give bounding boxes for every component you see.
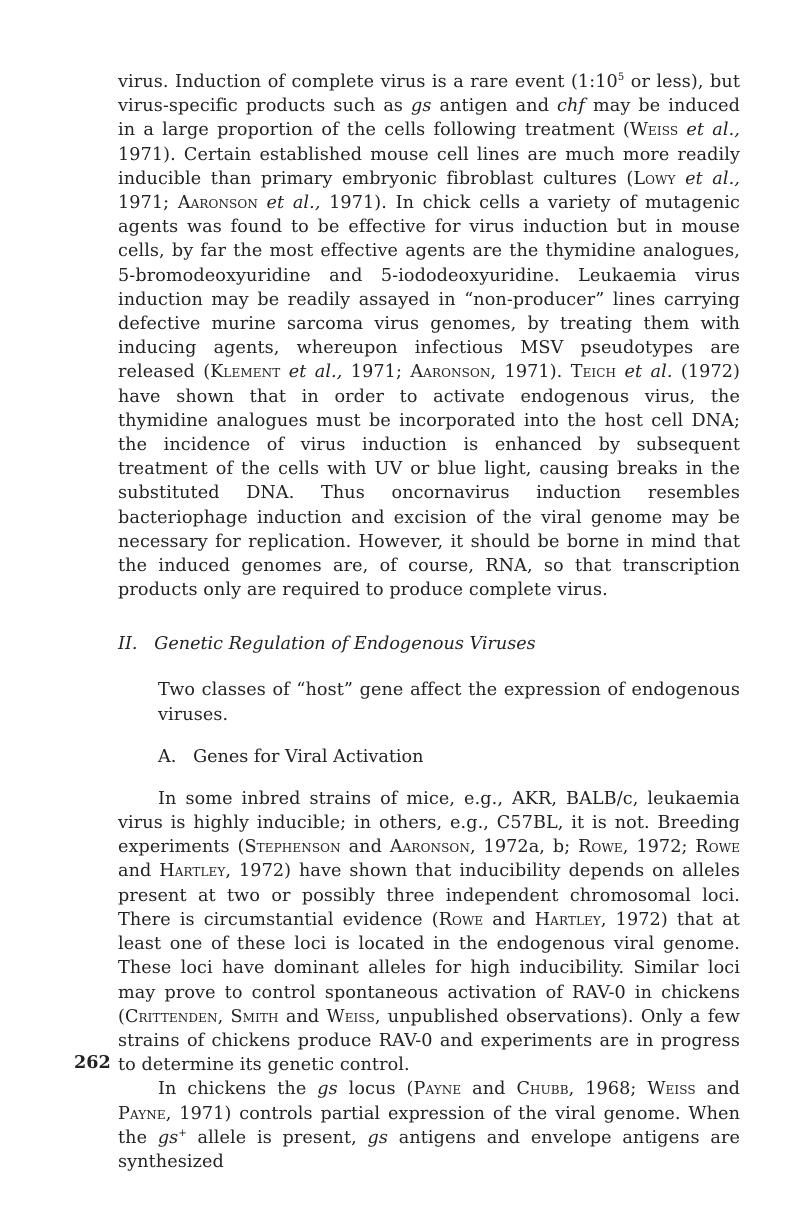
section-heading: II. Genetic Regulation of Endogenous Viruses: [118, 634, 536, 655]
citation-author: Stephenson: [244, 837, 341, 858]
citation-author: Weiss: [629, 120, 679, 141]
citation-author: Hartley,: [534, 909, 607, 930]
page-number: 262: [74, 1052, 111, 1073]
page-body: [118, 70, 740, 1174]
subsection-heading: A. Genes for Viral Activation: [158, 746, 424, 767]
paragraph-host-genes: Two classes of “host” gene affect the expression of endogenous viruses.: [158, 680, 740, 725]
citation-author: Rowe: [438, 909, 484, 930]
paragraph-virus-induction: virus. Induction of complete virus is a rare event ($1:10^5$ or less), but virus-specific products such as gs antigen and chf may be induced in a large proportion of the cells following treatment (Weiss et al., 1971). Certain established mouse cell lines are much more readily inducible than primary embryonic fibroblast cultures (Lowy et al., 1971; Aaronson et al., 1971). In chick cells a variety of mutagenic agents was found to be effective for virus induction but in mouse cells, by far the most effective agents are the thymidine analogues, 5-bromodeoxyuridine and 5-iododeoxyuridine. Leukaemia virus induction may be readily assayed in “non-producer” lines carrying defective murine sarcoma virus genomes, by treating them with inducing agents, whereupon infectious MSV pseudotypes are released (Klement et al., 1971; Aaronson, 1971). Teich et al. (1972) have shown that in order to activate endogenous virus, the thymidine analogues must be incorporated into the host cell DNA; the incidence of virus induction is enhanced by subsequent treatment of the cells with UV or blue light, causing breaks in the substituted DNA. Thus oncornavirus induction resembles bacteriophage induction and excision of the viral genome may be necessary for replication. However, it should be borne in mind that the induced genomes are, of course, RNA, so that transcription products only are required to produce complete virus.: [118, 72, 741, 601]
citation-author: Rowe,: [578, 837, 629, 858]
citation-author: Payne: [413, 1079, 462, 1100]
paragraph-gs-locus: In chickens the gs locus (Payne and Chubb, 1968; Weiss and Payne, 1971) controls partial expression of the viral genome. When the gs+ allele is present, gs antigens and envelope antigens are synthesized: [118, 1079, 740, 1172]
citation-author: Hartley,: [159, 861, 232, 882]
citation-author: Lowy: [633, 168, 676, 189]
citation-author: Aaronson,: [410, 362, 497, 383]
citation-author: Teich: [570, 362, 617, 383]
citation-author: Weiss: [647, 1079, 696, 1100]
citation-author: Payne,: [118, 1103, 172, 1124]
citation-author: Aaronson: [177, 193, 258, 214]
citation-author: Crittenden, Smith: [124, 1006, 279, 1027]
paragraph-inbred-strains: In some inbred strains of mice, e.g., AKR, BALB/c, leukaemia virus is highly inducible; in others, e.g., C57BL, it is not. Breeding experiments (Stephenson and Aaronson, 1972a, b; Rowe, 1972; Rowe and Hartley, 1972) have shown that inducibility depends on alleles present at two or possibly three independent chromosomal loci. There is circumstantial evidence (Rowe and Hartley, 1972) that at least one of these loci is located in the endogenous viral genome. These loci have dominant alleles for high inducibility. Similar loci may prove to control spontaneous activation of RAV-0 in chickens (Crittenden, Smith and Weiss, unpublished observations). Only a few strains of chickens produce RAV-0 and experiments are in progress to determine its genetic control.: [118, 788, 741, 1076]
citation-author: Chubb,: [516, 1079, 575, 1100]
citation-author: Rowe: [695, 837, 740, 858]
citation-author: Aaronson,: [389, 837, 476, 858]
citation-author: Klement: [210, 362, 281, 383]
citation-author: Weiss,: [326, 1006, 381, 1027]
